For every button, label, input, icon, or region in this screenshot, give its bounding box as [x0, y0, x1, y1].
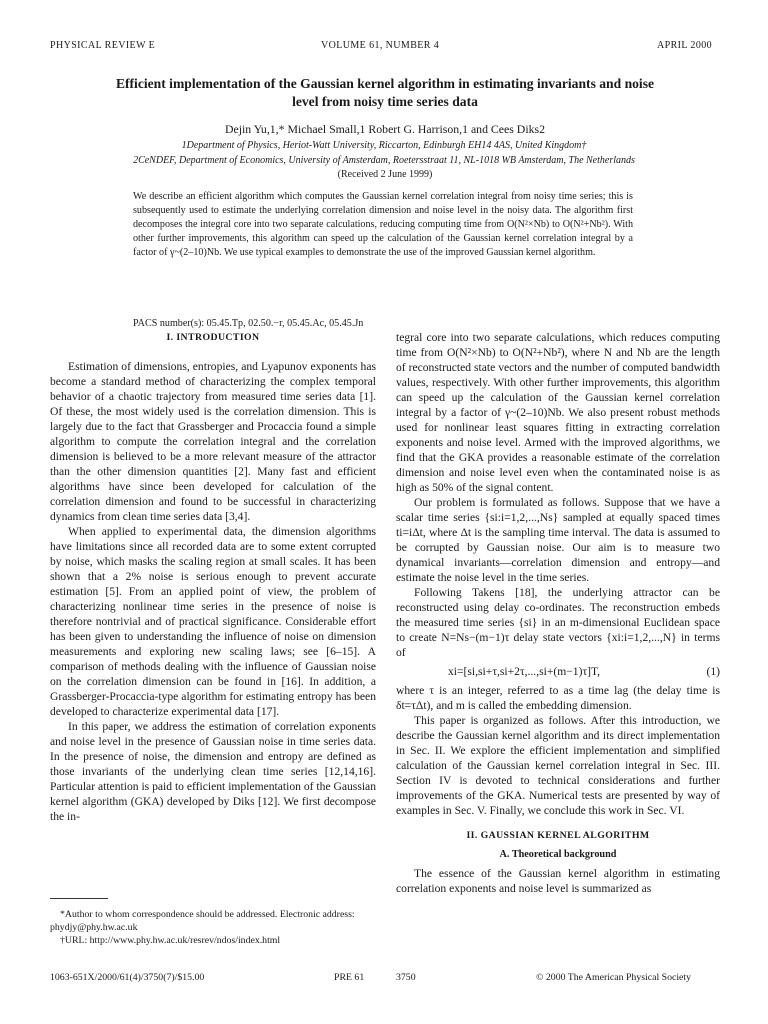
- organization-paragraph: This paper is organized as follows. After this introduction, we describe the Gaussian kernel algorithm and its direct implementation in Sec. II. We explore the efficient implementation and simplified calculation of the Gaussian kernel correlation integral in Sec. III. Section IV is devoted to technical considerations and further improvements of the GKA. Numerical tests are presented by way of examples in Sec. V. Finally, we conclude this work in Sec. VI.: [396, 714, 720, 817]
- takens-paragraph: Following Takens [18], the underlying attractor can be reconstructed using delay co-ordinates. The reconstruction embeds the measured time series {si} in an m-dimensional Euclidean space to create N=Ns−(m−1)τ delay state vectors {xi:i=1,2,...,N} in terms of: [396, 586, 720, 659]
- intro-paragraph-2: When applied to experimental data, the dimension algorithms have limitations since all recorded data are to some extent corrupted by noise, which masks the scaling region at small scales. It has been shown that a 2% noise is serious enough to prevent accurate estimation [5]. From an applied point of view, the problem of characterizing nonlinear time series in the presence of noise is therefore nontrivial and of practical significance. Considerable effort has been given to understanding the influence of noise on dimension measurements and exploring new scaling laws; see [6–15]. A comparison of methods dealing with the influence of Gaussian noise on the correlation dimension can be found in [16]. In addition, a Grassberger-Procaccia-type algorithm for estimating entropy has been developed to characterize experimental data [17].: [50, 525, 376, 718]
- received-date: (Received 2 June 1999): [337, 169, 433, 180]
- equation-number: (1): [706, 665, 720, 678]
- title-line-1: Efficient implementation of the Gaussian kernel algorithm in estimating invariants and noise: [115, 76, 655, 91]
- page-number: 3750: [396, 972, 416, 983]
- author-list: Dejin Yu,1,* Michael Small,1 Robert G. Harrison,1 and Cees Diks2: [225, 122, 545, 136]
- section-heading-gaussian-kernel: II. GAUSSIAN KERNEL ALGORITHM: [466, 830, 650, 841]
- paper-title: [70, 75, 700, 110]
- title-line-2: level from noisy time series data: [292, 93, 478, 109]
- footnote-divider: [50, 898, 108, 899]
- volume-number: VOLUME 61, NUMBER 4: [321, 40, 440, 51]
- journal-name: PHYSICAL REVIEW E: [50, 40, 156, 51]
- intro-continued-paragraph: tegral core into two separate calculations, which reduces computing time from O(N²×Nb) to O(N²+Nb²), where N and Nb are the length of reconstructed state vectors and the number of computed bandwidth values, respectively. With other further improvements, this algorithm can speed up the calculation of the Gaussian kernel correlation integral by a factor of γ~(2–10)Nb. We also present robust methods used for nonlinear least squares fitting in extracting correlation exponents and noise level. Armed with the improved algorithms, we find that the GKA provides a reasonable estimate of the correlation dimension and noise level even when the contaminated noise is as high as 50% of the signal content.: [396, 331, 720, 494]
- pacs-numbers: PACS number(s): 05.45.Tp, 02.50.−r, 05.45.Ac, 05.45.Jn: [133, 318, 364, 329]
- equation-expression: xi=[si,si+τ,si+2τ,...,si+(m−1)τ]T,: [448, 665, 601, 678]
- intro-paragraph-1: Estimation of dimensions, entropies, and Lyapunov exponents has become a standard method of characterizing the complex temporal behavior of a chaotic trajectory from measured time series data [1]. Of these, the most widely used is the correlation dimension. This is largely due to the fact that Grassberger and Procaccia found a simple algorithm to compute the correlation integral and the correlation dimension is believed to be a more relevant measure of the attractor than the other dimension quantities [2]. Many fast and efficient algorithms have since been developed for calculation of the correlation dimension and found to be successful in characterizing dynamics from clean time series data [3,4].: [50, 360, 376, 523]
- problem-formulation-paragraph: Our problem is formulated as follows. Suppose that we have a scalar time series {si:i=1,2,...,Ns} sampled at equally spaced times ti=iΔt, where Δt is the sampling time interval. The data is assumed to be corrupted by Gaussian noise. Our aim is to measure two dynamical invariants—correlation dimension and entropy—and estimate the noise level in the time series.: [396, 496, 720, 584]
- abstract-text: We describe an efficient algorithm which computes the Gaussian kernel correlation integral from noisy time series; this is subsequently used to estimate the underlying correlation dimension and noise level in the noisy data. The algorithm first decomposes the integral core into two separate calculations, reducing computing time from O(N²×Nb) to O(N²+Nb²). With other further improvements, this algorithm can speed up the calculation of the Gaussian kernel correlation integral by a factor of γ~(2–10)Nb. We use typical examples to demonstrate the use of the improved Gaussian kernel algorithm.: [133, 191, 633, 258]
- subsection-heading-theoretical: A. Theoretical background: [499, 849, 617, 860]
- section2-paragraph-1: The essence of the Gaussian kernel algorithm in estimating correlation exponents and noise level is summarized as: [396, 867, 720, 895]
- article-code: 1063-651X/2000/61(4)/3750(7)/$15.00: [50, 972, 205, 983]
- intro-paragraph-3: In this paper, we address the estimation of correlation exponents and noise level in the presence of Gaussian noise in time series data. In the presence of noise, the dimension and entropy are defined as those invariants of the underlying clean time series [12,14,16]. Particular attention is paid to efficient implementation of the Gaussian kernel algorithm (GKA) developed by Diks [12]. We first decompose the in-: [50, 720, 376, 823]
- left-column: [50, 330, 376, 824]
- footnote-correspondence: *Author to whom correspondence should be addressed. Electronic address: phydjy@phy.hw.ac.uk: [50, 909, 355, 933]
- affiliation-1: 1Department of Physics, Heriot-Watt University, Riccarton, Edinburgh EH14 4AS, United Kingdom†: [181, 140, 587, 151]
- journal-volume-footer: PRE 61: [334, 972, 365, 983]
- footnotes: [50, 908, 375, 947]
- time-lag-paragraph: where τ is an integer, referred to as a time lag (the delay time is δt=τΔt), and m is called the embedding dimension.: [396, 684, 720, 712]
- footnote-url: †URL: http://www.phy.hw.ac.uk/resrev/ndos/index.html: [60, 935, 281, 946]
- copyright: © 2000 The American Physical Society: [536, 972, 692, 983]
- affiliation-2: 2CeNDEF, Department of Economics, University of Amsterdam, Roetersstraat 11, NL-1018 WB Amsterdam, The Netherlands: [133, 155, 635, 166]
- equation-1: [448, 664, 720, 679]
- section-heading-introduction: I. INTRODUCTION: [166, 332, 260, 343]
- abstract: [133, 190, 633, 260]
- issue-date: APRIL 2000: [657, 40, 713, 51]
- right-column: [396, 330, 720, 896]
